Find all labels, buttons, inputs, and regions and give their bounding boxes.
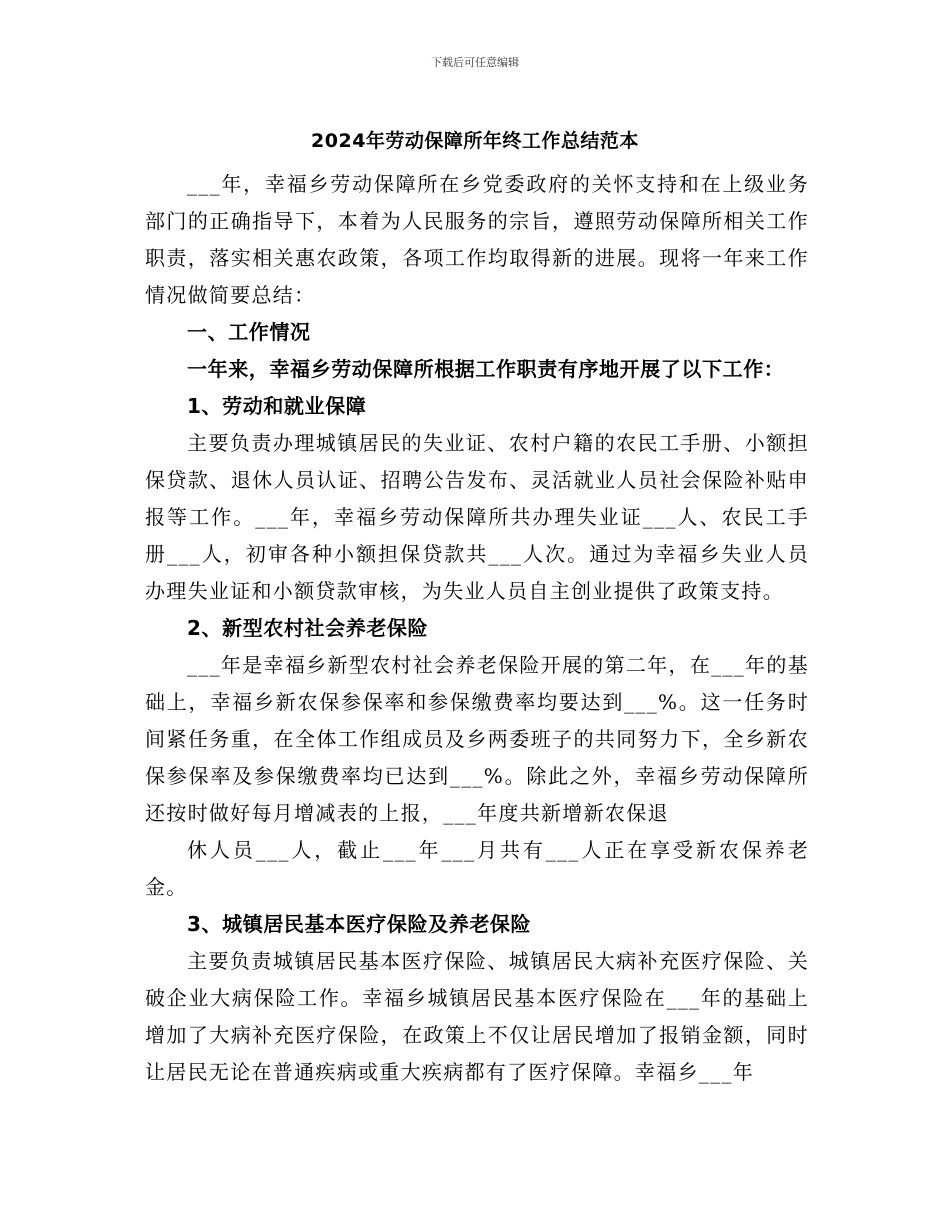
section-summary-line: 一年来，幸福乡劳动保障所根据工作职责有序地开展了以下工作：: [187, 357, 785, 381]
paragraph-intro: ___年，幸福乡劳动保障所在乡党委政府的关怀支持和在上级业务部门的正确指导下，本着为人民服务的宗旨，遵照劳动保障所相关工作职责，落实相关惠农政策，各项工作均取得新的进展。现将一年来工作情况做简要总结：: [145, 172, 809, 307]
page-header: 下载后可任意编辑: [431, 56, 519, 69]
paragraph-labor-employment: 主要负责办理城镇居民的失业证、农村户籍的农民工手册、小额担保贷款、退休人员认证、招聘公告发布、灵活就业人员社会保险补贴申报等工作。___年，幸福乡劳动保障所共办理失业证___人、农民工手册___人，初审各种小额担保贷款共___人次。通过为幸福乡失业人员办理失业证和小额贷款审核，为失业人员自主创业提供了政策支持。: [145, 431, 809, 603]
paragraph-rural-pension-cont: 休人员___人，截止___年___月共有___人正在享受新农保养老金。: [145, 838, 809, 899]
subheading-urban-insurance: 3、城镇居民基本医疗保险及养老保险: [187, 912, 532, 936]
paragraph-urban-insurance: 主要负责城镇居民基本医疗保险、城镇居民大病补充医疗保险、关破企业大病保险工作。幸福乡城镇居民基本医疗保险在___年的基础上增加了大病补充医疗保险，在政策上不仅让居民增加了报销金额，同时让居民无论在普通疾病或重大疾病都有了医疗保障。幸福乡___年: [145, 949, 809, 1084]
document-body: [145, 166, 809, 1091]
paragraph-rural-pension: ___年是幸福乡新型农村社会养老保险开展的第二年，在___年的基础上，幸福乡新农保参保率和参保缴费率均要达到___%。这一任务时间紧任务重，在全体工作组成员及乡两委班子的共同努力下，全乡新农保参保率及参保缴费率均已达到___%。除此之外，幸福乡劳动保障所还按时做好每月增减表的上报，___年度共新增新农保退: [145, 653, 809, 825]
section-heading-work-status: 一、工作情况: [187, 320, 311, 344]
subheading-labor-employment: 1、劳动和就业保障: [187, 394, 367, 418]
subheading-rural-pension: 2、新型农村社会养老保险: [187, 616, 429, 640]
document-title: 2024年劳动保障所年终工作总结范本: [311, 130, 639, 152]
